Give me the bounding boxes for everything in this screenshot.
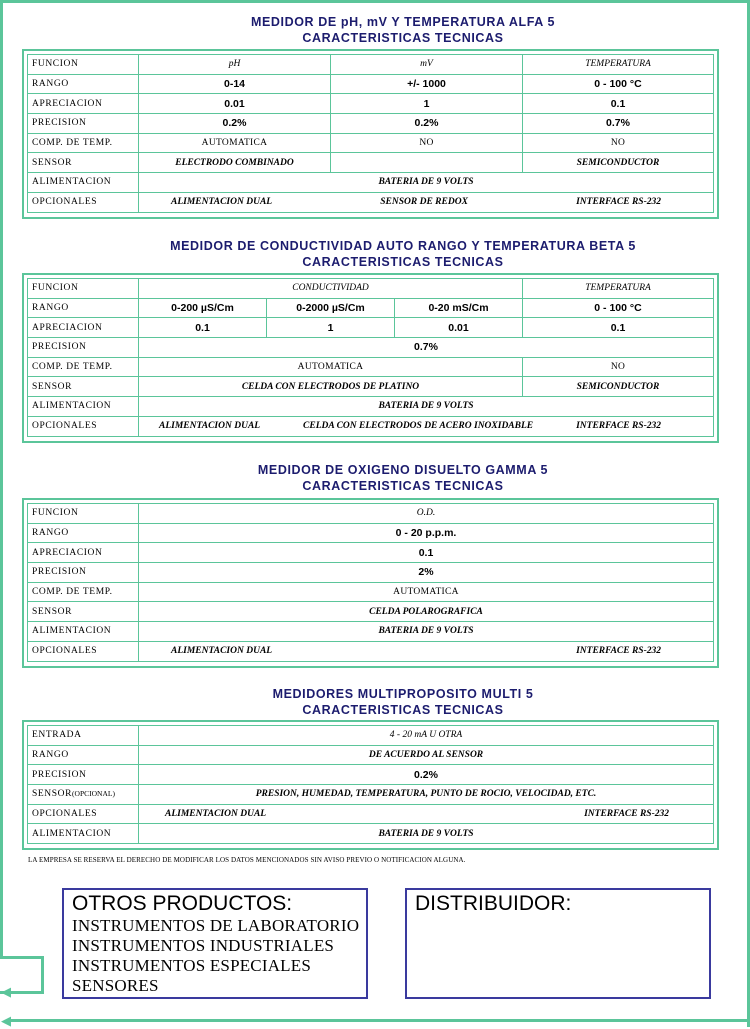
table-cell: SEMICONDUCTOR (523, 377, 714, 397)
table-cell: NO (523, 133, 714, 153)
table-row (28, 377, 714, 397)
table-cell: NO (523, 357, 714, 377)
table-row (28, 765, 714, 785)
row-label: RANGO (28, 523, 139, 543)
distributor-box (405, 888, 711, 999)
table-row (28, 523, 714, 543)
table-cell: 1 (331, 94, 523, 114)
row-label: APRECIACION (28, 318, 139, 338)
table-cell: AUTOMATICA (139, 582, 714, 602)
column-header: TEMPERATURA (523, 55, 714, 75)
table-cell: 4 - 20 mA U OTRA (139, 726, 714, 746)
option-text: INTERFACE RS-232 (584, 809, 669, 820)
table-cell (139, 641, 714, 661)
table-cell: +/- 1000 (331, 74, 523, 94)
row-label: ALIMENTACION (28, 824, 139, 844)
option-text: INTERFACE RS-232 (576, 646, 661, 657)
table-row (28, 543, 714, 563)
title-line: MEDIDOR DE OXIGENO DISUELTO GAMMA 5 (257, 463, 549, 477)
table-row (28, 622, 714, 642)
row-label: APRECIACION (28, 543, 139, 563)
table-row (28, 133, 714, 153)
table-cell: 0.2% (139, 114, 331, 134)
table-row (28, 192, 714, 212)
table-cell: 0 - 20 p.p.m. (139, 523, 714, 543)
option-text: ALIMENTACION DUAL (171, 197, 273, 208)
table-row (28, 318, 714, 338)
row-label (28, 785, 139, 805)
table-cell: AUTOMATICA (139, 133, 331, 153)
table-cell: 0.01 (395, 318, 523, 338)
row-label: PRECISION (28, 114, 139, 134)
table-row (28, 279, 714, 299)
table-cell: CELDA CON ELECTRODOS DE PLATINO (139, 377, 523, 397)
row-label: SENSOR (28, 377, 139, 397)
row-label: ALIMENTACION (28, 622, 139, 642)
table-cell: PRESION, HUMEDAD, TEMPERATURA, PUNTO DE ROCIO, VELOCIDAD, ETC. (139, 785, 714, 805)
row-label: RANGO (28, 298, 139, 318)
subtitle-line: CARACTERISTICAS TECNICAS (302, 31, 504, 45)
row-label: COMP. DE TEMP. (28, 357, 139, 377)
row-label: FUNCION (28, 279, 139, 299)
spec-table-gamma (22, 498, 719, 668)
table-cell (139, 416, 714, 436)
table-row (28, 416, 714, 436)
table-row (28, 357, 714, 377)
table-cell: ELECTRODO COMBINADO (139, 153, 331, 173)
column-header: O.D. (139, 504, 714, 524)
table-cell: NO (331, 133, 523, 153)
table-cell: 0.7% (139, 338, 714, 358)
section-title-multi (0, 686, 750, 718)
column-header: mV (331, 55, 523, 75)
disclaimer-note: LA EMPRESA SE RESERVA EL DERECHO DE MODIFICAR LOS DATOS MENCIONADOS SIN AVISO PREVIO O NOTIFICACION ALGUNA. (28, 856, 466, 864)
row-label: OPCIONALES (28, 641, 139, 661)
subtitle-line: CARACTERISTICAS TECNICAS (302, 479, 504, 493)
table-cell (139, 192, 714, 212)
table-row (28, 824, 714, 844)
frame-top-line (0, 0, 750, 3)
column-header: CONDUCTIVIDAD (139, 279, 523, 299)
table-row (28, 55, 714, 75)
subtitle-line: CARACTERISTICAS TECNICAS (302, 255, 504, 269)
table-cell: 0.1 (139, 543, 714, 563)
table-row (28, 173, 714, 193)
table-row (28, 397, 714, 417)
section-title-alfa (0, 14, 750, 46)
table-cell: 0-20 mS/Cm (395, 298, 523, 318)
row-label: OPCIONALES (28, 192, 139, 212)
option-text: INTERFACE RS-232 (576, 197, 661, 208)
table-cell: BATERIA DE 9 VOLTS (139, 397, 714, 417)
other-products-heading: OTROS PRODUCTOS: (72, 892, 293, 915)
table-cell: 0.1 (139, 318, 267, 338)
row-label: PRECISION (28, 338, 139, 358)
title-line: MEDIDOR DE pH, mV Y TEMPERATURA ALFA 5 (250, 15, 556, 29)
table-row (28, 338, 714, 358)
table-cell: CELDA POLAROGRAFICA (139, 602, 714, 622)
table-row (28, 745, 714, 765)
table-cell: 0-2000 µS/Cm (267, 298, 395, 318)
table-cell (331, 153, 523, 173)
title-line: MEDIDOR DE CONDUCTIVIDAD AUTO RANGO Y TEMPERATURA BETA 5 (170, 239, 636, 253)
option-text: ALIMENTACION DUAL (159, 421, 261, 432)
table-cell: 0.01 (139, 94, 331, 114)
spec-table-multi (22, 720, 719, 850)
table-cell: 0 - 100 °C (523, 298, 714, 318)
table-cell (139, 804, 714, 824)
table-row (28, 74, 714, 94)
table-row (28, 563, 714, 583)
table-cell: AUTOMATICA (139, 357, 523, 377)
subtitle-line: CARACTERISTICAS TECNICAS (302, 703, 504, 717)
table-row (28, 785, 714, 805)
frame-bottom-line (8, 1019, 750, 1022)
table-cell: BATERIA DE 9 VOLTS (139, 824, 714, 844)
table-cell: 0.7% (523, 114, 714, 134)
row-label: COMP. DE TEMP. (28, 582, 139, 602)
table-row (28, 94, 714, 114)
column-header: TEMPERATURA (523, 279, 714, 299)
option-text: CELDA CON ELECTRODOS DE ACERO INOXIDABLE (303, 421, 534, 432)
option-text: ALIMENTACION DUAL (165, 809, 267, 820)
row-label: PRECISION (28, 765, 139, 785)
table-cell: BATERIA DE 9 VOLTS (139, 622, 714, 642)
table-row (28, 153, 714, 173)
row-label-text: SENSOR (32, 789, 73, 800)
table-cell: 0 - 100 °C (523, 74, 714, 94)
section-title-gamma (0, 462, 750, 494)
table-row (28, 726, 714, 746)
table-cell: 0.2% (139, 765, 714, 785)
product-item: INSTRUMENTOS INDUSTRIALES (72, 936, 335, 955)
row-label: SENSOR (28, 602, 139, 622)
table-row (28, 504, 714, 524)
row-label: OPCIONALES (28, 804, 139, 824)
product-item: INSTRUMENTOS ESPECIALES (72, 956, 312, 975)
row-label: ENTRADA (28, 726, 139, 746)
table-row (28, 602, 714, 622)
row-label: RANGO (28, 745, 139, 765)
table-row (28, 582, 714, 602)
table-cell: 0-14 (139, 74, 331, 94)
column-header: pH (139, 55, 331, 75)
distributor-heading: DISTRIBUIDOR: (415, 892, 572, 915)
row-label: ALIMENTACION (28, 173, 139, 193)
spec-table-alfa (22, 49, 719, 219)
row-label: APRECIACION (28, 94, 139, 114)
row-label: FUNCION (28, 504, 139, 524)
row-label: ALIMENTACION (28, 397, 139, 417)
table-cell: 0.1 (523, 318, 714, 338)
row-label: RANGO (28, 74, 139, 94)
row-label: OPCIONALES (28, 416, 139, 436)
section-title-beta (0, 238, 750, 270)
arrow-left-icon: ◀ (1, 985, 11, 1000)
table-cell: 1 (267, 318, 395, 338)
table-cell: 0.2% (331, 114, 523, 134)
other-products-box (62, 888, 368, 999)
table-row (28, 641, 714, 661)
row-label: PRECISION (28, 563, 139, 583)
table-row (28, 114, 714, 134)
product-item: SENSORES (72, 976, 159, 995)
table-cell: 2% (139, 563, 714, 583)
option-text: SENSOR DE REDOX (380, 197, 468, 208)
table-cell: DE ACUERDO AL SENSOR (139, 745, 714, 765)
product-item: INSTRUMENTOS DE LABORATORIO (72, 916, 360, 935)
table-row (28, 804, 714, 824)
row-label-note: (OPCIONAL) (72, 789, 115, 799)
option-text: INTERFACE RS-232 (576, 421, 661, 432)
row-label: SENSOR (28, 153, 139, 173)
table-cell: BATERIA DE 9 VOLTS (139, 173, 714, 193)
row-label: FUNCION (28, 55, 139, 75)
table-row (28, 298, 714, 318)
table-cell: 0-200 µS/Cm (139, 298, 267, 318)
spec-table-beta (22, 273, 719, 443)
arrow-left-icon: ◀ (1, 1014, 11, 1029)
option-text: ALIMENTACION DUAL (171, 646, 273, 657)
table-cell: 0.1 (523, 94, 714, 114)
table-cell: SEMICONDUCTOR (523, 153, 714, 173)
title-line: MEDIDORES MULTIPROPOSITO MULTI 5 (272, 687, 534, 701)
row-label: COMP. DE TEMP. (28, 133, 139, 153)
